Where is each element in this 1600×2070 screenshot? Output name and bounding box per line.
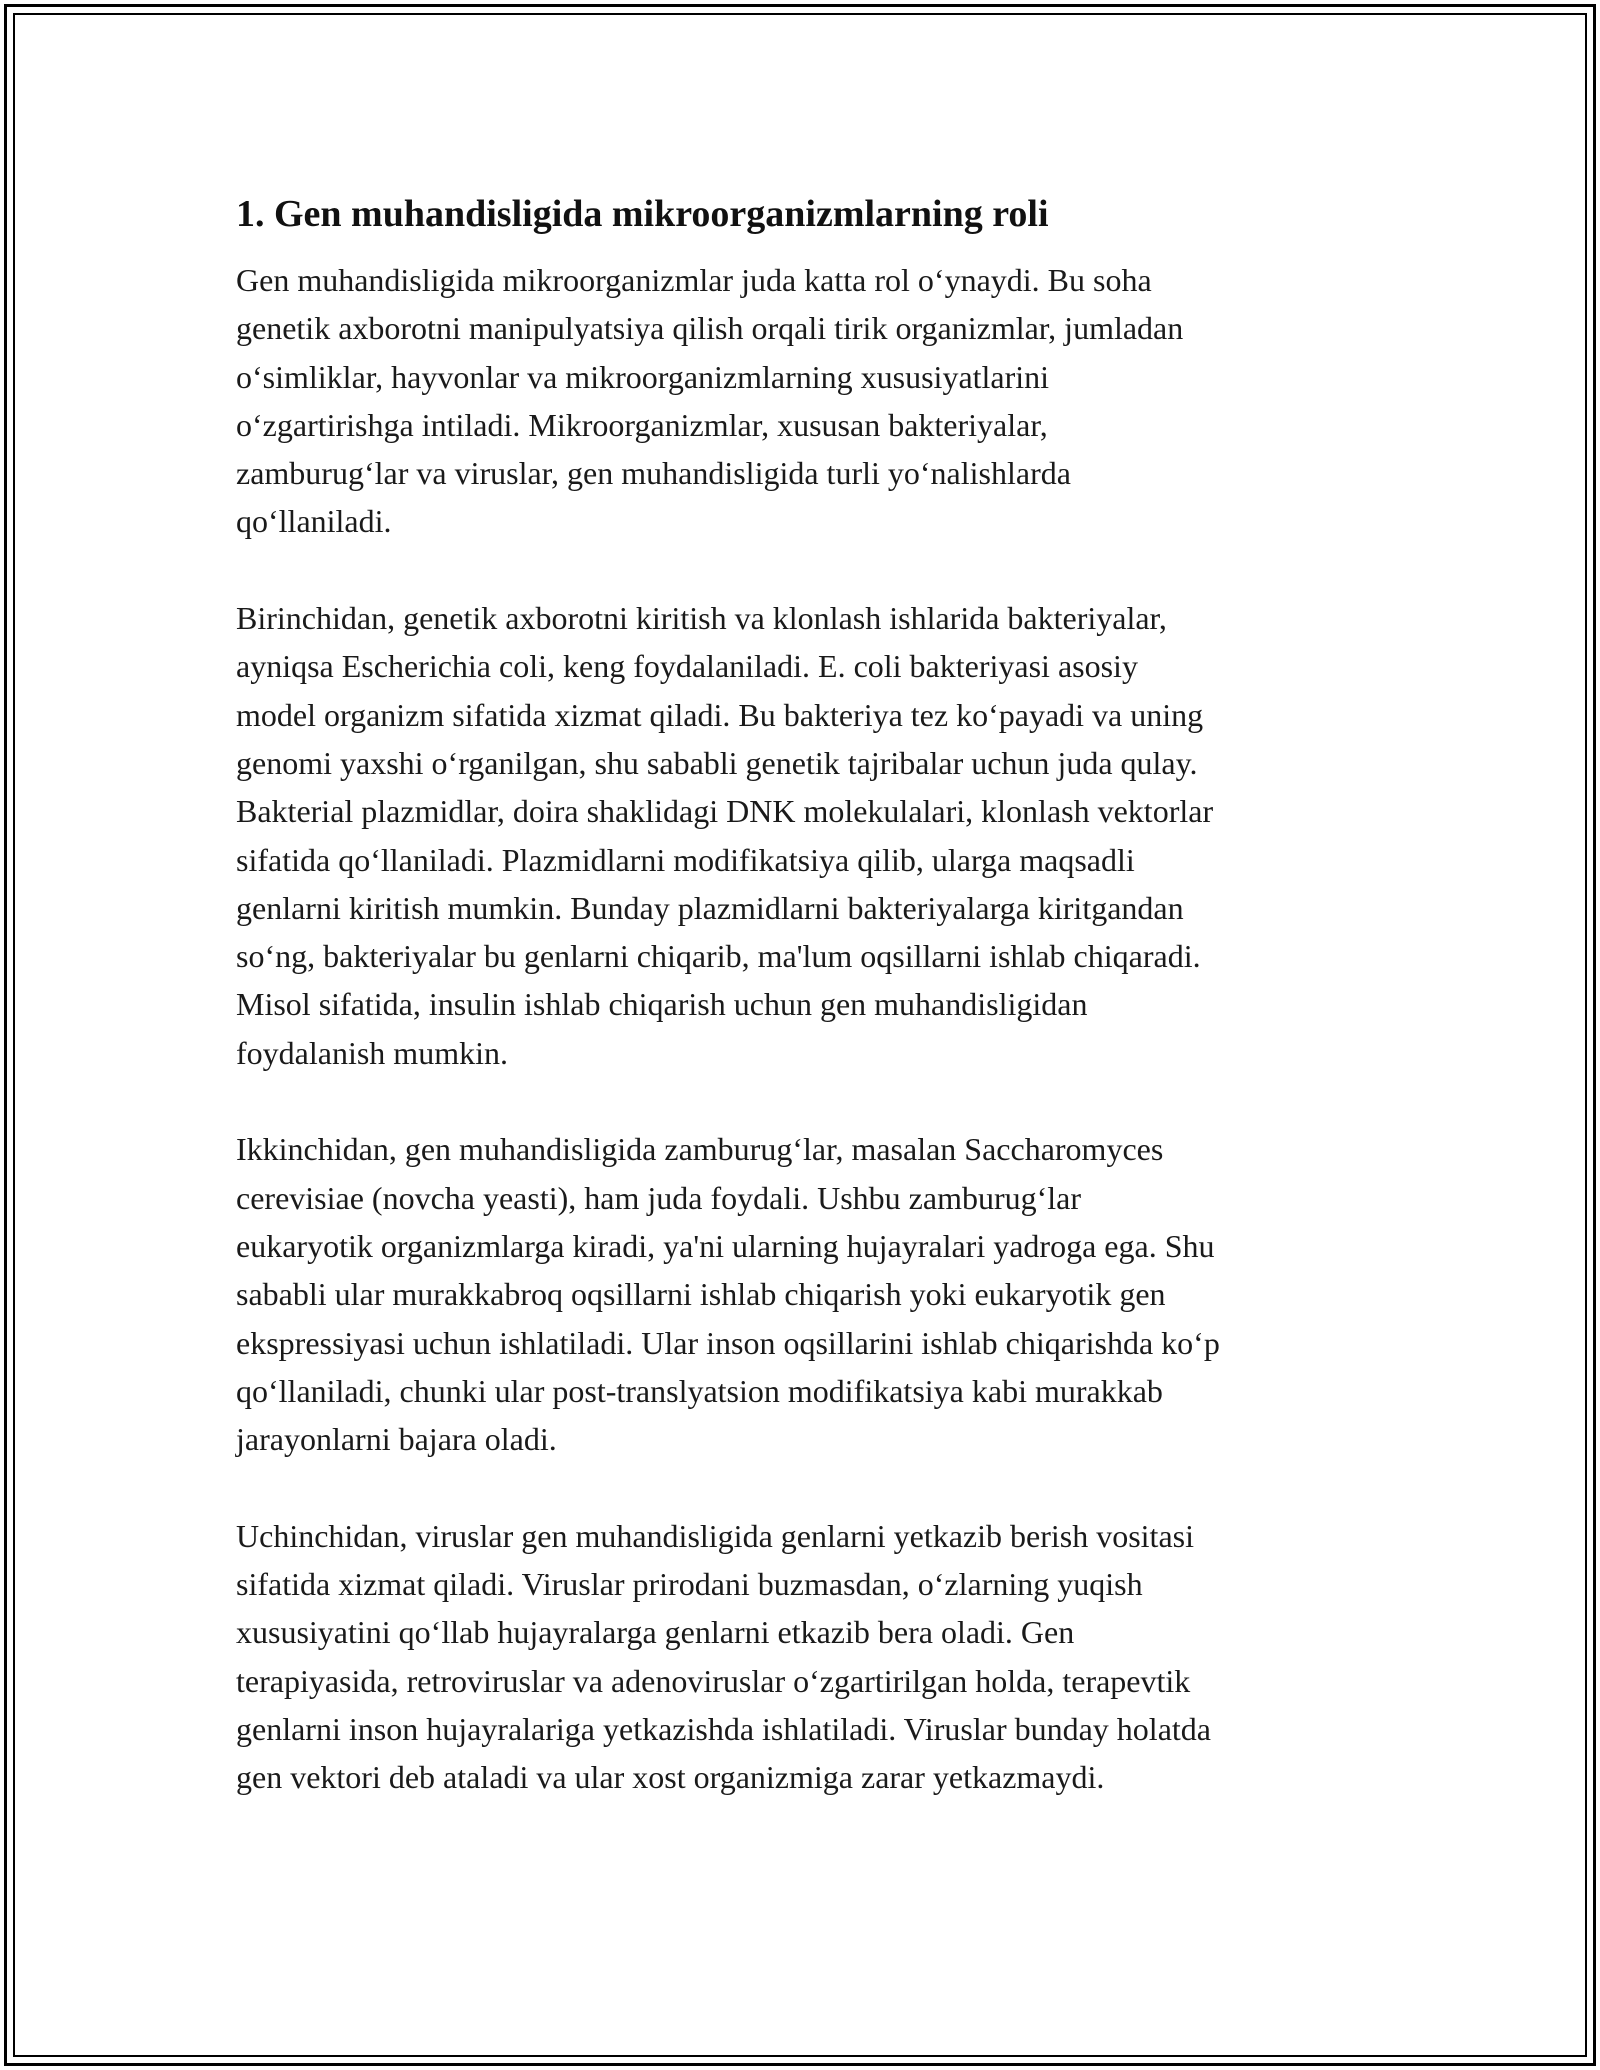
paragraph-line: o‘zgartirishga intiladi. Mikroorganizmlar, xususan bakteriyalar,	[236, 406, 1048, 443]
paragraph-line: ekspressiyasi uchun ishlatiladi. Ular inson oqsillarini ishlab chiqarishda ko‘p	[236, 1324, 1220, 1361]
paragraph-line: ayniqsa Escherichia coli, keng foydalaniladi. E. coli bakteriyasi asosiy	[236, 648, 1138, 685]
paragraph-line: o‘simliklar, hayvonlar va mikroorganizmlarning xususiyatlarini	[236, 358, 1050, 395]
paragraph-line: genomi yaxshi o‘rganilgan, shu sababli genetik tajribalar uchun juda qulay.	[236, 744, 1198, 781]
paragraph-line: Birinchidan, genetik axborotni kiritish va klonlash ishlarida bakteriyalar,	[236, 600, 1167, 637]
paragraph	[236, 594, 1372, 1077]
document-body	[236, 188, 1372, 1850]
paragraph-line: terapiyasida, retroviruslar va adenoviruslar o‘zgartirilgan holda, terapevtik	[236, 1662, 1191, 1699]
paragraph-line: genlarni inson hujayralariga yetkazishda ishlatiladi. Viruslar bunday holatda	[236, 1710, 1211, 1747]
paragraph	[236, 1125, 1372, 1463]
paragraph	[236, 1512, 1372, 1802]
paragraph-line: xususiyatini qo‘llab hujayralarga genlarni etkazib bera oladi. Gen	[236, 1614, 1075, 1651]
paragraph-line: foydalanish mumkin.	[236, 1034, 508, 1071]
paragraph-line: Uchinchidan, viruslar gen muhandisligida genlarni yetkazib berish vositasi	[236, 1517, 1194, 1554]
paragraph-line: model organizm sifatida xizmat qiladi. Bu bakteriya tez ko‘payadi va uning	[236, 696, 1204, 733]
paragraph-line: sababli ular murakkabroq oqsillarni ishlab chiqarish yoki eukaryotik gen	[236, 1276, 1166, 1313]
paragraph-line: cerevisiae (novcha yeasti), ham juda foydali. Ushbu zamburug‘lar	[236, 1179, 1082, 1216]
paragraph-line: qo‘llaniladi, chunki ular post-translyatsion modifikatsiya kabi murakkab	[236, 1372, 1163, 1409]
paragraph-line: eukaryotik organizmlarga kiradi, ya'ni ularning hujayralari yadroga ega. Shu	[236, 1227, 1215, 1264]
paragraph-line: sifatida xizmat qiladi. Viruslar prirodani buzmasdan, o‘zlarning yuqish	[236, 1566, 1143, 1603]
paragraphs-container	[236, 256, 1372, 1802]
paragraph	[236, 256, 1372, 546]
paragraph-line: sifatida qo‘llaniladi. Plazmidlarni modifikatsiya qilib, ularga maqsadli	[236, 841, 1135, 878]
paragraph-line: Ikkinchidan, gen muhandisligida zamburug‘lar, masalan Saccharomyces	[236, 1131, 1164, 1168]
paragraph-line: genlarni kiritish mumkin. Bunday plazmidlarni bakteriyalarga kiritgandan	[236, 889, 1184, 926]
section-heading: 1. Gen muhandisligida mikroorganizmlarning roli	[236, 193, 1049, 235]
paragraph-line: Bakterial plazmidlar, doira shaklidagi DNK molekulalari, klonlash vektorlar	[236, 793, 1214, 830]
paragraph-line: gen vektori deb ataladi va ular xost organizmiga zarar yetkazmaydi.	[236, 1759, 1105, 1796]
paragraph-line: qo‘llaniladi.	[236, 503, 392, 540]
paragraph-line: Gen muhandisligida mikroorganizmlar juda katta rol o‘ynaydi. Bu soha	[236, 262, 1152, 298]
paragraph-line: genetik axborotni manipulyatsiya qilish orqali tirik organizmlar, jumladan	[236, 310, 1184, 347]
paragraph-line: zamburug‘lar va viruslar, gen muhandisligida turli yo‘nalishlarda	[236, 455, 1071, 492]
paragraph-line: Misol sifatida, insulin ishlab chiqarish uchun gen muhandisligidan	[236, 986, 1088, 1023]
paragraph-line: so‘ng, bakteriyalar bu genlarni chiqarib, ma'lum oqsillarni ishlab chiqaradi.	[236, 938, 1201, 975]
paragraph-line: jarayonlarni bajara oladi.	[236, 1421, 557, 1458]
